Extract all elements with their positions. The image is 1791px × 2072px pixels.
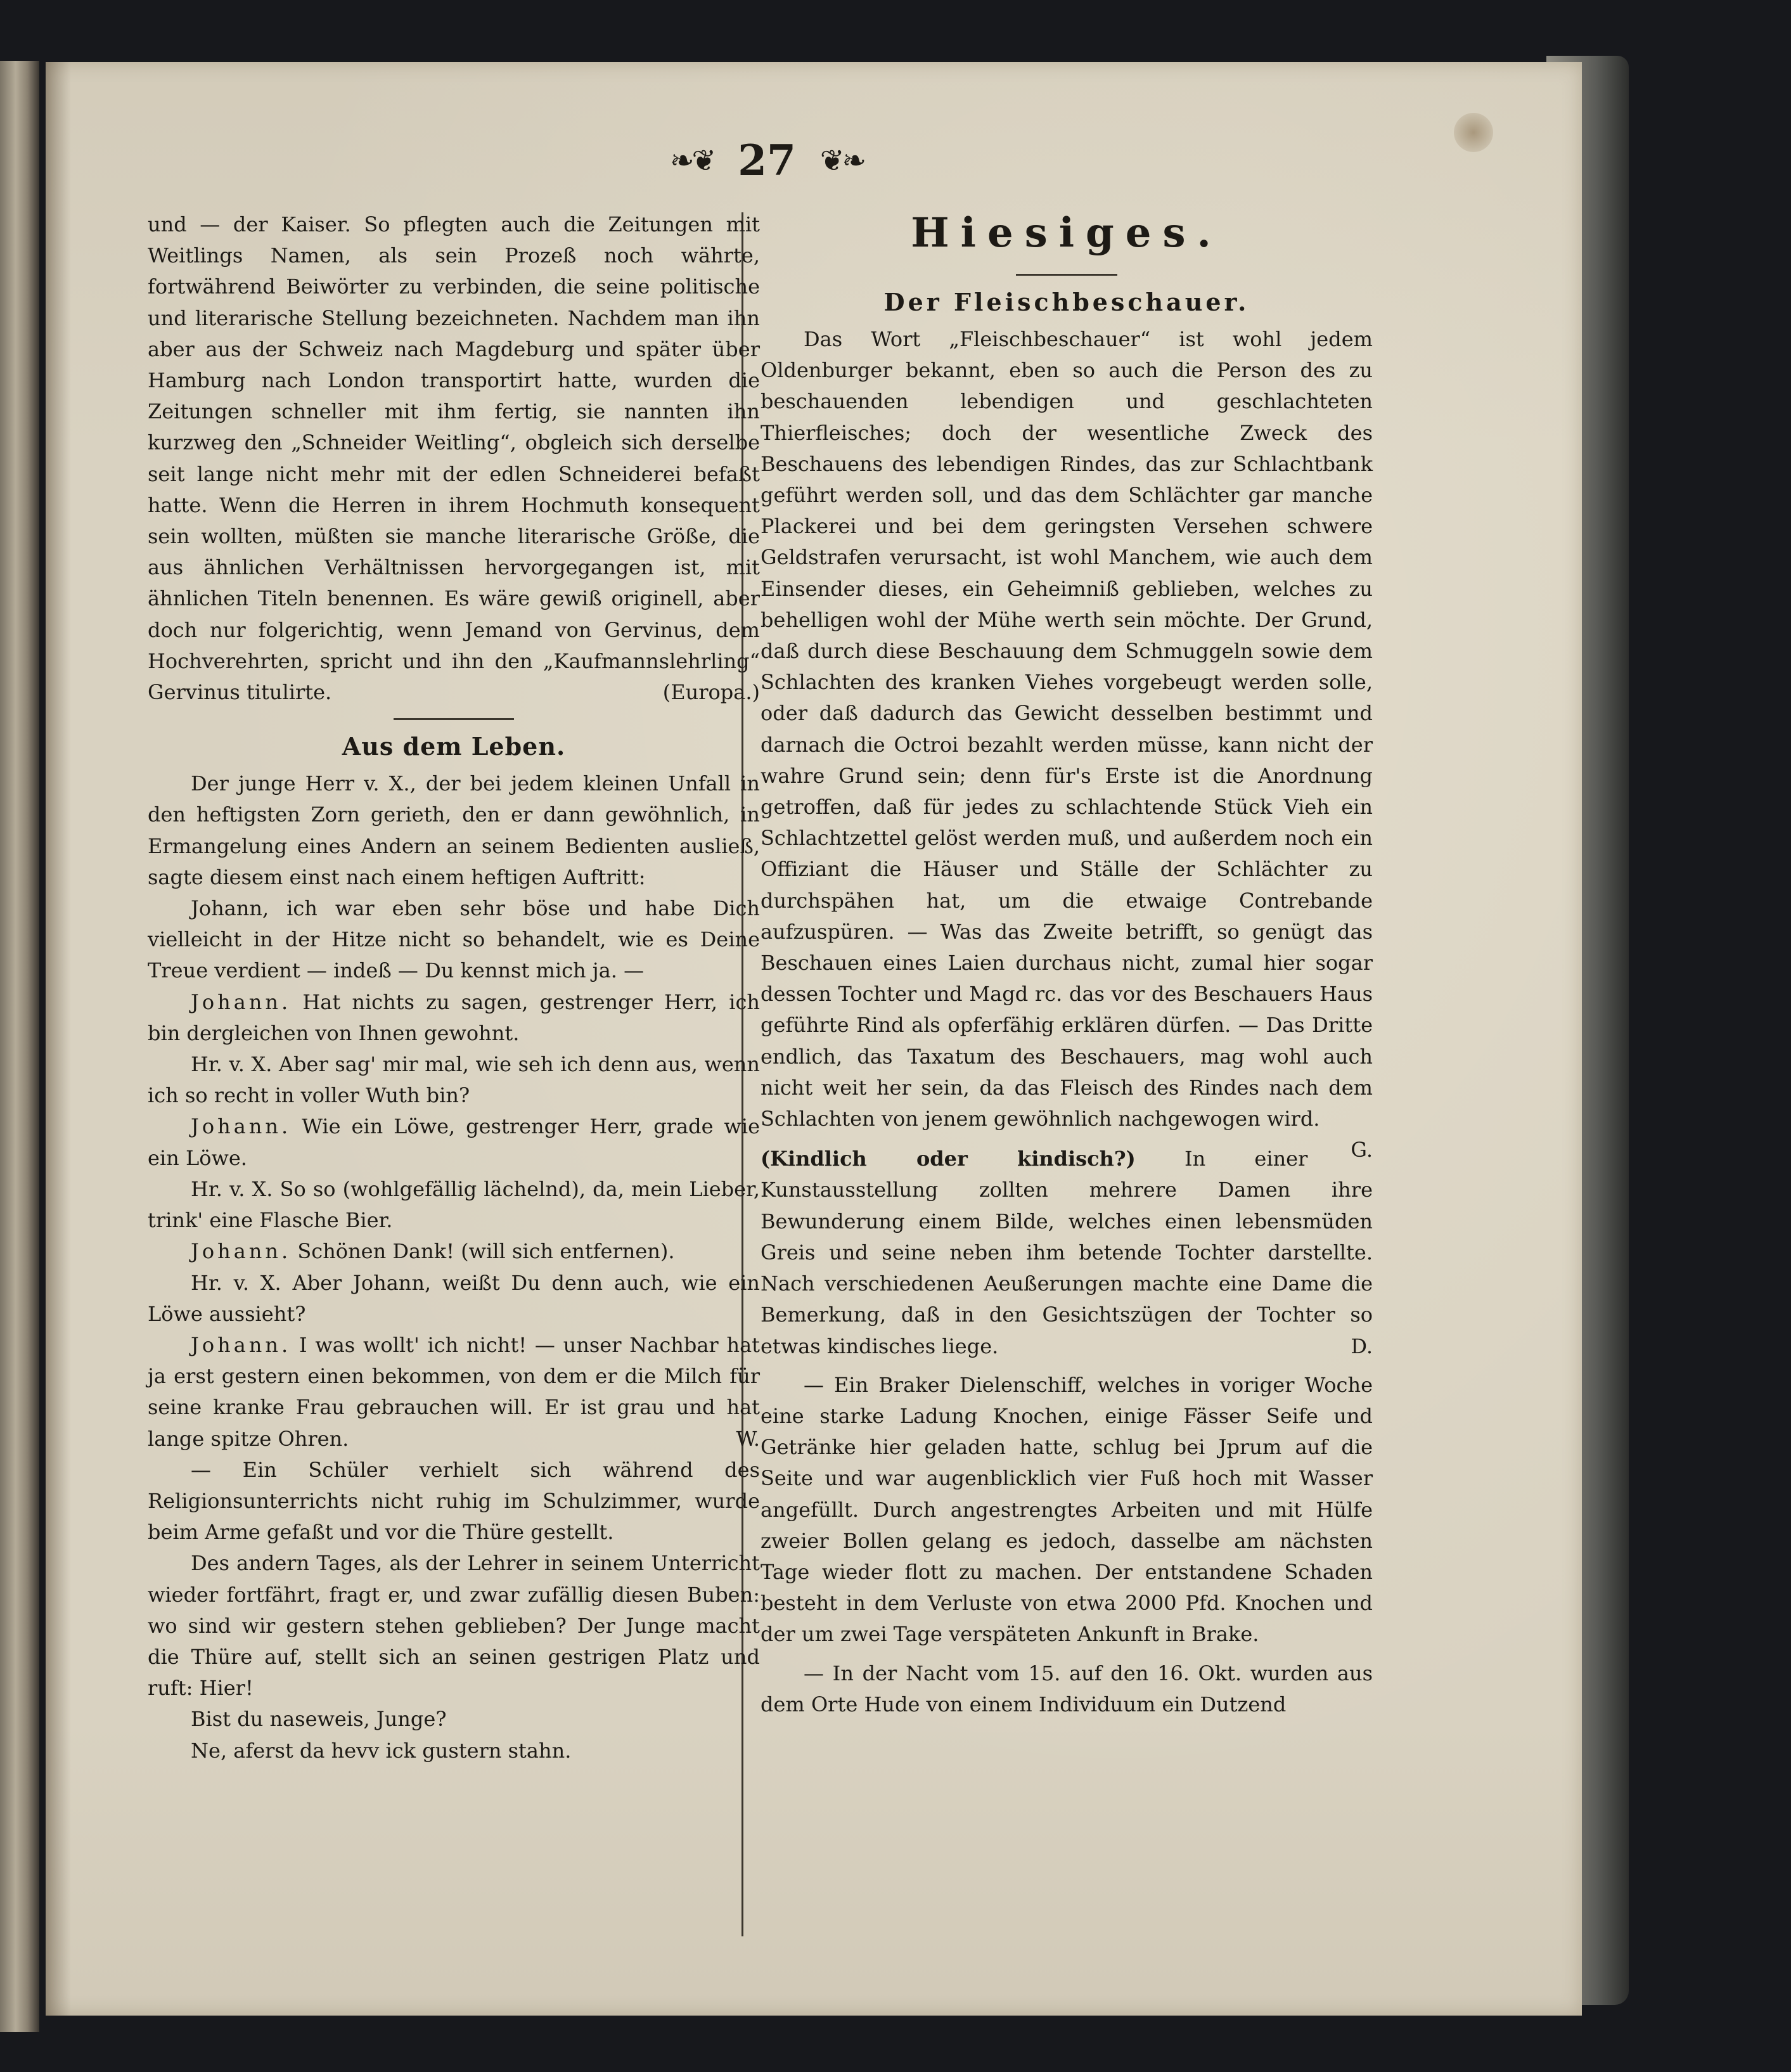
gutter-shadow <box>46 62 71 2016</box>
weitling-paragraph <box>148 209 760 708</box>
ornament-right-icon: ❦❧ <box>819 143 864 177</box>
schueler-paragraph: Bist du naseweis, Junge? <box>191 1707 447 1732</box>
speaker: Johann. <box>191 989 292 1014</box>
kindlich-text: In einer Kunstausstellung zollten mehrere Damen ihre Bewunderung einem Bilde, welches einen lebensmüden Greis und seine neben ihm betende Tochter darstellte. Nach verschiedenen Aeußerungen machte eine Dame die Bemerkung, daß in den Gesichtszügen der Tochter so etwas kindisches liege. <box>761 1147 1373 1358</box>
dialogue-line <box>148 987 760 1049</box>
dialogue-text: Aber Johann, weißt Du denn auch, wie ein Löwe aussieht? <box>148 1270 761 1326</box>
dialogue-line <box>148 1174 760 1236</box>
section-title-fleischbeschauer: Der Fleischbeschauer. <box>883 288 1250 316</box>
speaker: Hr. v. X. <box>191 1052 273 1077</box>
dialogue-text: So so (wohlgefällig lächelnd), da, mein Lieber, trink' eine Flasche Bier. <box>148 1176 761 1233</box>
dialogue-text: Aber sag' mir mal, wie seh ich denn aus, wenn ich so recht in voller Wuth bin? <box>148 1052 761 1108</box>
section-title-aus-dem-leben: Aus dem Leben. <box>342 732 566 761</box>
kindlich-paragraph <box>761 1143 1373 1361</box>
dialogue-line <box>148 1049 760 1111</box>
left-column <box>148 209 760 1766</box>
story-intro: Der junge Herr v. X., der bei jedem kleinen Unfall in den heftigsten Zorn gerieth, den er dann gewöhnlich, in Ermangelung eines Andern an seinem Bedienten ausließ, sagte diesem einst nach einem heftigen Auftritt: <box>148 771 760 889</box>
speaker: Johann. <box>191 1332 292 1357</box>
signature: G. <box>1351 1138 1373 1162</box>
speaker: Hr. v. X. <box>191 1270 281 1295</box>
signature: D. <box>1351 1334 1373 1358</box>
dialogue-line <box>148 1268 760 1330</box>
signature: W. <box>736 1426 760 1451</box>
title-rule <box>1016 274 1117 276</box>
speaker: Hr. v. X. <box>191 1176 273 1201</box>
fleischbeschauer-text: Das Wort „Fleischbeschauer“ ist wohl jedem Oldenburger bekannt, eben so auch die Person des zu beschauenden lebendigen und geschlachteten Thierfleisches; doch der wesentliche Zweck des Beschauens des lebendigen Rindes, das zur Schlachtbank geführt werden soll, und das dem Schlächter gar manche Plackerei und bei dem geringsten Versehen schwere Geldstrafen verursacht, ist wohl Manchem, wie auch dem Einsender dieses, ein Geheimniß geblieben, welches zu behelligen wohl der Mühe werth sein möchte. Der Grund, daß durch diese Beschauung dem Schmuggeln sowie dem Schlachten des kranken Viehes vorgebeugt werden solle, oder daß dadurch das Gewicht desselben bestimmt und darnach die Octroi bezahlt werden müsse, kann nicht der wahre Grund sein; denn für's Erste ist die Anordnung getroffen, daß für jedes zu schlachtende Stück Vieh ein Schlachtzettel gelöst werden muß, und außerdem noch ein Offiziant die Häuser und Ställe der Schlächter zu durchspähen hat, um die etwaige Contrebande aufzuspüren. — Was das Zweite betrifft, so genügt das Beschauen eines Laien durchaus nicht, zumal hier sogar dessen Tochter und Magd rc. das vor des Beschauers Haus geführte Rind als opferfähig erklären dürfen. — Das Dritte endlich, das Taxatum des Beschauers, mag wohl auch nicht weit her sein, da das Fleisch des Rindes nach dem Schlachten von jenem gewöhnlich nachgewogen wird. <box>761 327 1373 1131</box>
speaker: Johann. <box>191 1114 292 1139</box>
dialogue-line <box>148 1236 760 1267</box>
schueler-paragraph: — Ein Schüler verhielt sich während des Religionsunterrichts nicht ruhig im Schulzimmer, wurde beim Arme gefaßt und vor die Thüre gestellt. <box>148 1457 760 1545</box>
right-column <box>761 209 1373 1720</box>
kindlich-lead: (Kindlich oder kindisch?) <box>761 1147 1136 1171</box>
paper-stain <box>1454 113 1493 152</box>
dielenschiff-paragraph: — Ein Braker Dielenschiff, welches in voriger Woche eine starke Ladung Knochen, einige Fässer Seife und Getränke hier geladen hatte, schlug bei Jprum auf die Seite und war augenblicklich vier Fuß hoch mit Wasser angefüllt. Durch angestrengtes Arbeiten und mit Hülfe zweier Bollen gelang es jedoch, dasselbe am nächsten Tage wieder flott zu machen. Der entstandene Schaden besteht in dem Verluste von etwa 2000 Pfd. Knochen und der um zwei Tage verspäteten Ankunft in Brake. <box>761 1372 1373 1647</box>
dialogue-line <box>148 1111 760 1173</box>
schueler-paragraph: Des andern Tages, als der Lehrer in seinem Unterricht wieder fortfährt, fragt er, und zwar zufällig diesen Buben: wo sind wir gestern stehen geblieben? Der Junge macht die Thüre auf, stellt sich an seinen gestrigen Platz und ruft: Hier! <box>148 1551 760 1701</box>
story-line: Johann, ich war eben sehr böse und habe Dich vielleicht in der Hitze nicht so behandelt, wie es Deine Treue verdient — indeß — Du kennst mich ja. — <box>148 896 760 983</box>
ornament-left-icon: ❧❦ <box>669 143 714 177</box>
speaker: Johann. <box>191 1239 292 1264</box>
weitling-text: und — der Kaiser. So pflegten auch die Zeitungen mit Weitlings Namen, als sein Prozeß noch währte, fortwährend Beiwörter zu verbinden, die seine politische und literarische Stellung bezeichneten. Nachdem man ihn aber aus der Schweiz nach Magdeburg und später über Hamburg nach London transportirt hatte, wurden die Zeitungen schneller mit ihm fertig, sie nannten ihn kurzweg den „Schneider Weitling“, obgleich sich derselbe seit lange nicht mehr mit der edlen Schneiderei befaßt hatte. Wenn die Herren in ihrem Hochmuth konsequent sein wollten, müßten sie manche literarische Größe, die aus ähnlichen Verhältnissen hervorgegangen ist, mit ähnlichen Titeln benennen. Es wäre gewiß originell, aber doch nur folgerichtig, wenn Jemand von Gervinus, dem Hochverehrten, spricht und ihn den „Kaufmannslehrling“ Gervinus titulirte. <box>148 212 760 705</box>
dialogue-text: Wie ein Löwe, gestrenger Herr, grade wie ein Löwe. <box>148 1114 761 1170</box>
main-title-hiesiges: Hiesiges. <box>911 209 1223 257</box>
source-europa: (Europa.) <box>662 680 760 705</box>
dialogue-text: Hat nichts zu sagen, gestrenger Herr, ich bin dergleichen von Ihnen gewohnt. <box>148 989 761 1045</box>
page-number: 27 <box>738 136 796 185</box>
book-spine <box>0 61 39 2032</box>
page-header <box>602 132 932 189</box>
dialogue-line <box>148 1330 760 1455</box>
hude-paragraph: — In der Nacht vom 15. auf den 16. Okt. wurden aus dem Orte Hude von einem Individuum ein Dutzend <box>761 1661 1373 1716</box>
section-rule <box>394 718 514 720</box>
schueler-paragraph: Ne, aferst da hevv ick gustern stahn. <box>191 1738 572 1763</box>
dialogue-text: Schönen Dank! (will sich entfernen). <box>297 1239 675 1264</box>
dialogue-text: I was wollt' ich nicht! — unser Nachbar hat ja erst gestern einen bekommen, von dem er die Milch für seine kranke Frau gebrauchen will. Er ist grau und hat lange spitze Ohren. <box>148 1332 761 1451</box>
